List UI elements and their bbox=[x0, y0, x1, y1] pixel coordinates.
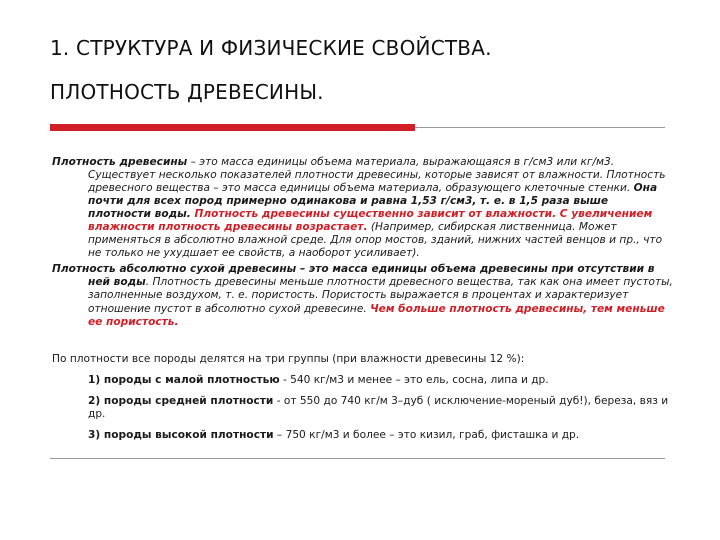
content-block bbox=[52, 156, 674, 329]
term-wood-density: Плотность древесины bbox=[52, 156, 188, 168]
para2-red-emphasis: Чем больше плотность древесины, тем меньше ее пористость. bbox=[88, 302, 665, 328]
title-underline-red bbox=[50, 124, 415, 131]
group-item-medium-text: - от 550 до 740 кг/м 3–дуб ( исключение-мореный дуб!), береза, вяз и др. bbox=[88, 395, 669, 421]
group-item-high bbox=[88, 429, 674, 442]
para1-red-emphasis: Плотность древесины существенно зависит от влажности. С увеличением влажности плотность древесины возрастает. bbox=[88, 208, 653, 234]
footer-rule bbox=[50, 458, 665, 459]
group-item-low-label: 1) породы с малой плотностью bbox=[88, 374, 280, 387]
para1-text-a: – это масса единицы объема материала, выражающаяся в г/см3 или кг/м3. Существует несколько показателей плотности древесины, которые зависят от влажности. Плотность древесного вещества – это масса единицы объема материала, образующего клеточные стенки. bbox=[88, 156, 666, 195]
slide-title-line-2: ПЛОТНОСТЬ ДРЕВЕСИНЫ. bbox=[50, 80, 324, 104]
para1-text-d: (Например, сибирская лиственница. Может применяться в абсолютно влажной среде. Для опор мостов, зданий, нижних частей венцов и пр., что не только не ухудшает ее свойств, а наоборот усиливает). bbox=[88, 221, 663, 260]
groups-intro: По плотности все породы делятся на три группы (при влажности древесины 12 %): bbox=[52, 353, 525, 365]
para2-bold-definition: Плотность абсолютно сухой древесины – это масса единицы объема древесины при отсутствии в ней воды bbox=[52, 263, 655, 289]
para1-bold-fact: Она почти для всех пород примерно одинакова и равна 1,53 г/см3, т. е. в 1,5 раза выше плотности воды. bbox=[88, 182, 658, 221]
group-item-medium-label: 2) породы средней плотности bbox=[88, 395, 274, 408]
group-item-medium bbox=[88, 395, 674, 421]
group-item-high-label: 3) породы высокой плотности bbox=[88, 429, 274, 442]
paragraph-density-definition bbox=[52, 156, 674, 260]
group-item-low-text: - 540 кг/м3 и менее – это ель, сосна, липа и др. bbox=[279, 374, 549, 387]
para2-text-b: . Плотность древесины меньше плотности древесного вещества, так как она имеет пустоты, заполненные воздухом, т. е. пористость. Пористость выражается в процентах и характеризует отношение пустот в абсолютно сухой древесине. bbox=[88, 276, 673, 315]
density-groups bbox=[52, 353, 674, 450]
group-item-low bbox=[88, 374, 674, 387]
paragraph-dry-density bbox=[52, 263, 674, 328]
group-item-high-text: – 750 кг/м3 и более – это кизил, граб, фисташка и др. bbox=[273, 429, 580, 442]
slide-title-line-1: 1. СТРУКТУРА И ФИЗИЧЕСКИЕ СВОЙСТВА. bbox=[50, 36, 492, 60]
